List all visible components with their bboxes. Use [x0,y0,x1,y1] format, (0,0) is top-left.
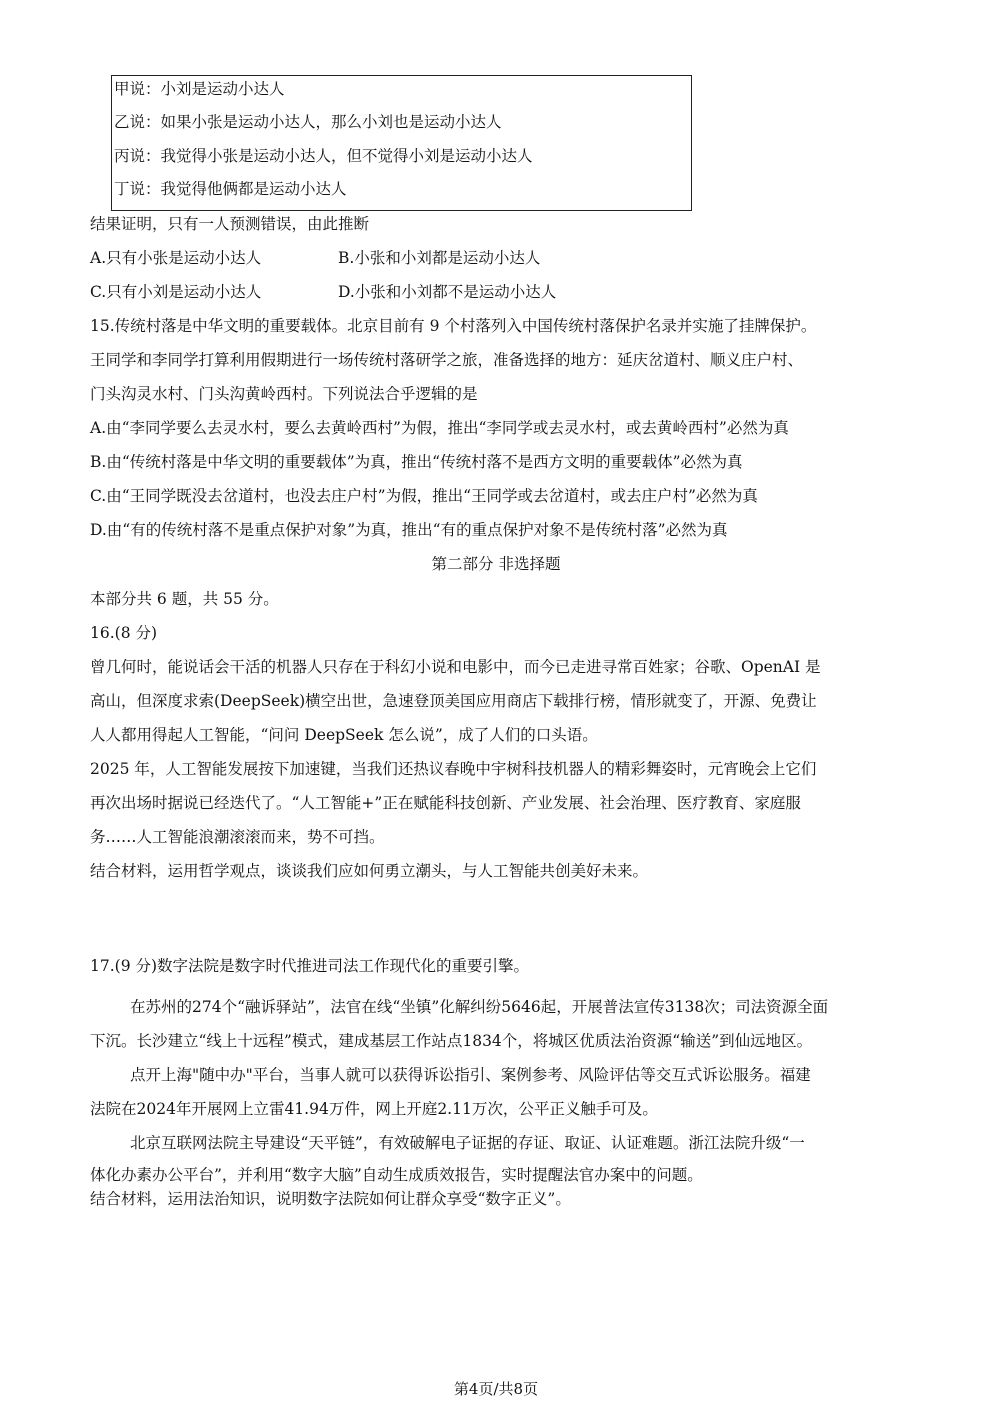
q16-line-3: 人人都用得起人工智能，“问问 DeepSeek 怎么说”，成了人们的口头语。 [90,726,598,744]
q14-conclusion: 结果证明，只有一人预测错误，由此推断 [90,215,370,233]
q16-question: 结合材料，运用哲学观点，谈谈我们应如何勇立潮头，与人工智能共创美好未来。 [90,862,649,880]
q17-line-4: 法院在2024年开展网上立雷41.94万件，网上开庭2.11万次，公平正义触手可及。 [90,1100,658,1118]
q16-line-2: 高山，但深度求索(DeepSeek)横空出世，急速登顶美国应用商店下载排行榜，情形就变了，开源、免费让 [90,692,817,710]
q15-option-b: B.由“传统村落是中华文明的重要载体”为真，推出“传统村落不是西方文明的重要载体”必然为真 [90,453,743,471]
q14-option-a: A.只有小张是运动小达人 [90,249,262,267]
statement-bing: 丙说：我觉得小张是运动小达人，但不觉得小刘是运动小达人 [114,147,533,165]
statement-yi: 乙说：如果小张是运动小达人，那么小刘也是运动小达人 [114,113,502,131]
q15-line-3: 门头沟灵水村、门头沟黄岭西村。下列说法合乎逻辑的是 [90,385,478,403]
q16-line-1: 曾几何时，能说话会干活的机器人只存在于科幻小说和电影中，而今已走进寻常百姓家；谷歌、OpenAI 是 [90,658,821,676]
q16-line-4: 2025 年，人工智能发展按下加速键，当我们还热议春晚中宇树科技机器人的精彩舞姿时，元宵晚会上它们 [90,760,817,778]
q16-line-6: 务……人工智能浪潮滚滚而来，势不可挡。 [90,828,385,846]
q14-option-d: D.小张和小刘都不是运动小达人 [338,283,557,301]
q17-line-2: 下沉。长沙建立“线上十远程”模式，建成基层工作站点1834个，将城区优质法治资源“输送”到仙远地区。 [90,1032,813,1050]
statement-box [111,75,692,211]
q15-line-1: 15.传统村落是中华文明的重要载体。北京目前有 9 个村落列入中国传统村落保护名录并实施了挂牌保护。 [90,317,817,335]
q17-line-5: 北京互联网法院主导建设“天平链”，有效破解电子证据的存证、取证、认证难题。浙江法院升级“一 [130,1134,805,1152]
q15-option-a: A.由“李同学要么去灵水村，要么去黄岭西村”为假，推出“李同学或去灵水村，或去黄岭西村”必然为真 [90,419,789,437]
q17-line-6: 体化办素办公平台”，并利用“数字大脑”自动生成质效报告，实时提醒法官办案中的问题。 [90,1166,703,1184]
q17-question: 结合材料，运用法治知识，说明数字法院如何让群众享受“数字正义”。 [90,1190,571,1208]
q15-option-c: C.由“王同学既没去岔道村，也没去庄户村”为假，推出“王同学或去岔道村，或去庄户村”必然为真 [90,487,758,505]
q15-line-2: 王同学和李同学打算利用假期进行一场传统村落研学之旅，准备选择的地方：延庆岔道村、顺义庄户村、 [90,351,804,369]
q15-option-d: D.由“有的传统村落不是重点保护对象”为真，推出“有的重点保护对象不是传统村落”必然为真 [90,521,728,539]
part2-intro: 本部分共 6 题，共 55 分。 [90,590,279,608]
q14-option-c: C.只有小刘是运动小达人 [90,283,262,301]
q17-line-3: 点开上海"随中办"平台，当事人就可以获得诉讼指引、案例参考、风险评估等交互式诉讼服务。福建 [130,1066,811,1084]
q16-header: 16.(8 分) [90,624,158,642]
statement-ding: 丁说：我觉得他俩都是运动小达人 [114,180,347,198]
statement-jia: 甲说：小刘是运动小达人 [114,80,285,98]
page-number: 第4页/共8页 [453,1380,539,1398]
q14-option-b: B.小张和小刘都是运动小达人 [338,249,541,267]
part2-title: 第二部分 非选择题 [431,555,561,573]
q17-line-1: 在苏州的274个“融诉驿站”，法官在线“坐镇”化解纠纷5646起，开展普法宣传3138次；司法资源全面 [130,998,829,1016]
q17-header: 17.(9 分)数字法院是数字时代推进司法工作现代化的重要引擎。 [90,957,530,975]
q16-line-5: 再次出场时据说已经迭代了。“人工智能+”正在赋能科技创新、产业发展、社会治理、医疗教育、家庭服 [90,794,801,812]
